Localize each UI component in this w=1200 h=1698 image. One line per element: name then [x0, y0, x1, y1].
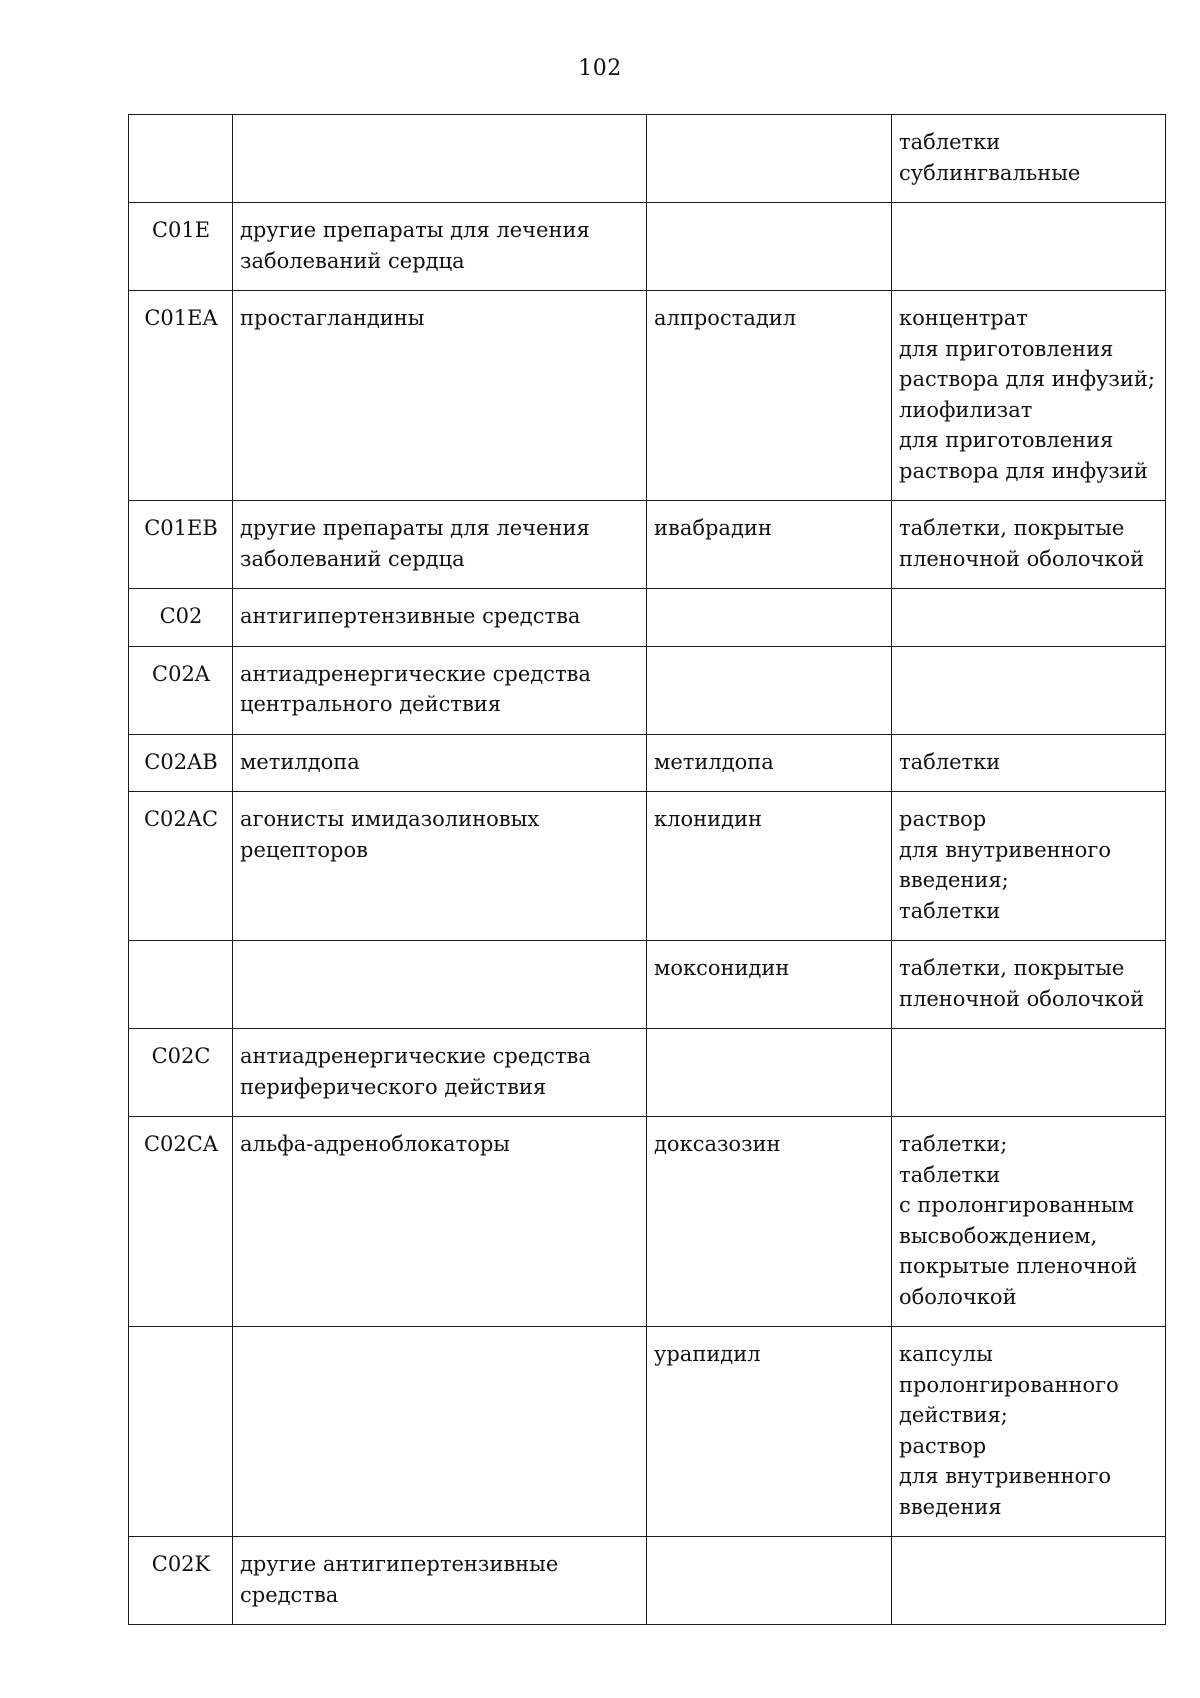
dosage-form-line: действия; [899, 1403, 1008, 1427]
anatomical-group-cell [233, 1537, 647, 1625]
anatomical-group-line: агонисты имидазолиновых [240, 807, 540, 831]
anatomical-group-cell [233, 203, 647, 291]
dosage-form-line: высвобождением, [899, 1223, 1098, 1248]
drug-name-line: моксонидин [654, 956, 790, 980]
dosage-form-line: для приготовления [899, 336, 1114, 361]
drug-name-cell [647, 115, 892, 203]
atc-code: C02AC [143, 807, 219, 831]
table-row [129, 941, 1166, 1029]
dosage-form-line: введения [899, 1494, 1002, 1519]
atc-code: C02CA [143, 1132, 219, 1156]
anatomical-group-line: антигипертензивные средства [240, 604, 581, 628]
drug-name-cell [647, 203, 892, 291]
anatomical-group-line: центрального действия [240, 692, 502, 716]
atc-code-cell [129, 115, 233, 203]
dosage-form-line: пленочной оболочкой [899, 546, 1145, 571]
drug-name-cell [647, 1029, 892, 1117]
atc-code-cell [129, 734, 233, 792]
dosage-form-line: для приготовления [899, 428, 1114, 452]
anatomical-group-cell [233, 1117, 647, 1327]
anatomical-group-cell [233, 115, 647, 203]
anatomical-group-cell [233, 1327, 647, 1537]
table-row [129, 646, 1166, 734]
anatomical-group-line: заболеваний сердца [240, 546, 465, 571]
table-row [129, 203, 1166, 291]
drug-name-cell [647, 501, 892, 589]
dosage-form-cell [892, 291, 1166, 501]
drug-name-line: урапидил [654, 1342, 761, 1366]
dosage-form-cell [892, 1537, 1166, 1625]
anatomical-group-cell [233, 941, 647, 1029]
dosage-form-line: таблетки; [899, 1132, 1008, 1156]
anatomical-group-line: простагландины [240, 306, 425, 330]
drug-name-cell [647, 1537, 892, 1625]
atc-code-cell [129, 1537, 233, 1625]
dosage-form-line: концентрат [899, 306, 1028, 330]
dosage-form-line: для внутривенного [899, 1464, 1111, 1488]
drug-name-cell [647, 941, 892, 1029]
anatomical-group-line: средства [240, 1582, 339, 1607]
dosage-form-line: таблетки [899, 130, 1001, 154]
dosage-form-line: пленочной оболочкой [899, 986, 1145, 1011]
dosage-form-cell [892, 501, 1166, 589]
table-row [129, 291, 1166, 501]
anatomical-group-line: другие препараты для лечения [240, 516, 590, 540]
anatomical-group-line: метилдопа [240, 749, 360, 774]
anatomical-group-cell [233, 734, 647, 792]
drug-registry-table [128, 114, 1166, 1625]
table-body [129, 115, 1166, 1625]
atc-code-cell [129, 1327, 233, 1537]
dosage-form-cell [892, 941, 1166, 1029]
atc-code-cell [129, 1029, 233, 1117]
atc-code-cell [129, 646, 233, 734]
anatomical-group-line: другие препараты для лечения [240, 218, 590, 242]
atc-code: C02C [151, 1044, 211, 1068]
drug-name-line: доксазозин [654, 1132, 781, 1156]
atc-code-cell [129, 291, 233, 501]
dosage-form-line: таблетки, покрытые [899, 516, 1125, 540]
page-number: 102 [578, 56, 622, 81]
dosage-form-cell [892, 1117, 1166, 1327]
table-row [129, 501, 1166, 589]
dosage-form-cell [892, 203, 1166, 291]
table-row [129, 1029, 1166, 1117]
dosage-form-cell [892, 1029, 1166, 1117]
atc-code: C02 [159, 604, 203, 628]
dosage-form-cell [892, 646, 1166, 734]
dosage-form-line: пролонгированного [899, 1372, 1119, 1397]
dosage-form-line: раствор [899, 807, 987, 831]
anatomical-group-line: другие антигипертензивные [240, 1552, 559, 1576]
dosage-form-line: для внутривенного [899, 837, 1111, 862]
dosage-form-line: оболочкой [899, 1284, 1017, 1309]
atc-code-cell [129, 589, 233, 647]
dosage-form-line: таблетки [899, 898, 1001, 923]
table-row [129, 792, 1166, 941]
drug-name-cell [647, 734, 892, 792]
dosage-form-line: таблетки, покрытые [899, 956, 1125, 980]
table-row [129, 115, 1166, 203]
atc-code: C02AB [144, 749, 218, 774]
dosage-form-line: раствор [899, 1433, 987, 1458]
drug-name-cell [647, 1117, 892, 1327]
dosage-form-line: таблетки [899, 1162, 1001, 1187]
table-row [129, 589, 1166, 647]
atc-code: C01E [151, 218, 211, 242]
anatomical-group-cell [233, 1029, 647, 1117]
drug-name-cell [647, 1327, 892, 1537]
anatomical-group-line: антиадренергические средства [240, 661, 591, 686]
drug-name-line: клонидин [654, 807, 763, 831]
drug-name-cell [647, 792, 892, 941]
dosage-form-line: лиофилизат [899, 397, 1033, 422]
anatomical-group-cell [233, 291, 647, 501]
dosage-form-cell [892, 792, 1166, 941]
anatomical-group-line: периферического действия [240, 1074, 547, 1099]
atc-code: C02A [152, 661, 210, 686]
table-row [129, 1117, 1166, 1327]
atc-code-cell [129, 792, 233, 941]
table-row [129, 1537, 1166, 1625]
dosage-form-line: раствора для инфузий; [899, 367, 1155, 391]
atc-code: C01EB [144, 516, 218, 540]
table-row [129, 734, 1166, 792]
drug-name-cell [647, 646, 892, 734]
drug-name-cell [647, 291, 892, 501]
dosage-form-cell [892, 734, 1166, 792]
atc-code: C02K [151, 1552, 211, 1576]
anatomical-group-line: альфа-адреноблокаторы [240, 1132, 510, 1156]
anatomical-group-cell [233, 589, 647, 647]
drug-name-line: метилдопа [654, 749, 774, 774]
drug-name-cell [647, 589, 892, 647]
anatomical-group-line: рецепторов [240, 837, 368, 862]
atc-code: C01EA [144, 306, 218, 330]
atc-code-cell [129, 1117, 233, 1327]
anatomical-group-cell [233, 501, 647, 589]
atc-code-cell [129, 203, 233, 291]
dosage-form-line: введения; [899, 868, 1009, 892]
dosage-form-cell [892, 115, 1166, 203]
anatomical-group-cell [233, 646, 647, 734]
drug-name-line: алпростадил [654, 306, 797, 330]
dosage-form-line: капсулы [899, 1342, 993, 1366]
drug-name-line: ивабрадин [654, 516, 772, 540]
dosage-form-line: сублингвальные [899, 160, 1081, 185]
anatomical-group-line: антиадренергические средства [240, 1044, 591, 1068]
dosage-form-line: покрытые пленочной [899, 1254, 1138, 1278]
dosage-form-line: таблетки [899, 749, 1001, 774]
anatomical-group-cell [233, 792, 647, 941]
atc-code-cell [129, 501, 233, 589]
dosage-form-cell [892, 589, 1166, 647]
dosage-form-line: раствора для инфузий [899, 458, 1148, 483]
anatomical-group-line: заболеваний сердца [240, 248, 465, 273]
dosage-form-cell [892, 1327, 1166, 1537]
atc-code-cell [129, 941, 233, 1029]
dosage-form-line: с пролонгированным [899, 1193, 1134, 1217]
table-row [129, 1327, 1166, 1537]
